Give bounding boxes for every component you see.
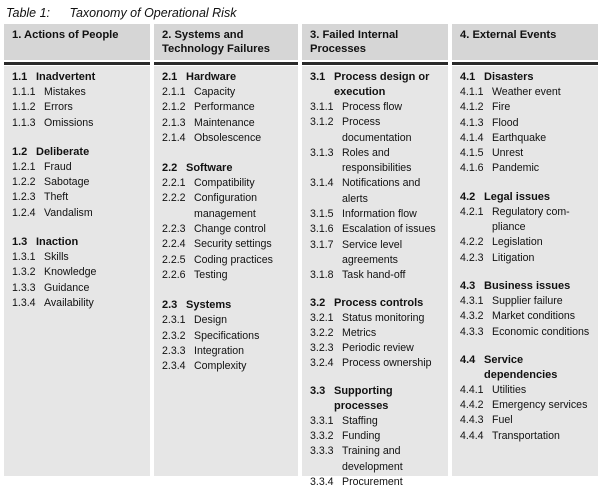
risk-item xyxy=(460,85,598,100)
risk-item xyxy=(162,176,298,191)
risk-item xyxy=(460,235,598,250)
risk-item xyxy=(460,161,598,176)
item-label: Weather event xyxy=(492,86,561,98)
item-label: Fraud xyxy=(44,160,72,173)
group-number: 3.2 xyxy=(310,296,326,309)
risk-item xyxy=(12,175,150,190)
risk-group xyxy=(310,70,448,284)
item-number: 1.2.2 xyxy=(12,176,36,189)
item-label: Errors xyxy=(44,101,73,114)
table-caption xyxy=(6,6,236,20)
item-number: 3.1.2 xyxy=(310,116,334,129)
group-label: Inaction xyxy=(36,236,79,249)
item-label: Configuration management xyxy=(194,192,258,220)
item-number: 4.1.5 xyxy=(460,147,484,160)
risk-group xyxy=(310,296,448,372)
item-number: 2.1.1 xyxy=(162,86,186,98)
group-label: Service dependencies xyxy=(484,353,558,381)
risk-item xyxy=(460,116,598,131)
item-number: 2.2.4 xyxy=(162,238,186,251)
item-label: Testing xyxy=(194,268,228,281)
column-header: 1. Actions of People xyxy=(4,24,150,60)
risk-item xyxy=(12,296,150,311)
risk-item xyxy=(162,237,298,252)
risk-item xyxy=(310,475,448,490)
item-label: Transportation xyxy=(492,429,560,442)
risk-item xyxy=(460,398,598,413)
item-label: Periodic review xyxy=(342,342,414,355)
item-number: 1.2.4 xyxy=(12,206,36,219)
item-label: Capacity xyxy=(194,86,236,98)
risk-item xyxy=(162,253,298,268)
item-label: Emergency services xyxy=(492,399,588,412)
group-number: 1.2 xyxy=(12,145,28,158)
item-label: Specifications xyxy=(194,329,260,342)
group-number: 4.4 xyxy=(460,353,476,366)
risk-item xyxy=(162,100,298,115)
risk-item xyxy=(460,429,598,444)
risk-item xyxy=(460,205,598,236)
item-label: Omissions xyxy=(44,116,94,129)
item-number: 4.2.3 xyxy=(460,251,484,264)
risk-group xyxy=(162,298,298,374)
risk-group xyxy=(460,353,598,444)
item-label: Supplier failure xyxy=(492,294,563,307)
column-body xyxy=(4,66,150,476)
item-label: Notifications and alerts xyxy=(342,177,421,205)
item-number: 1.1.2 xyxy=(12,101,36,114)
risk-item xyxy=(162,131,298,146)
item-label: Skills xyxy=(44,251,69,264)
group-number: 4.3 xyxy=(460,279,476,292)
risk-group xyxy=(12,70,150,131)
item-number: 2.2.1 xyxy=(162,177,186,190)
item-label: Integration xyxy=(194,344,245,357)
risk-item xyxy=(460,146,598,161)
item-label: Obsolescence xyxy=(194,131,262,144)
item-number: 3.1.5 xyxy=(310,208,334,221)
risk-item xyxy=(12,250,150,265)
risk-item xyxy=(12,206,150,221)
group-label: Legal issues xyxy=(484,190,551,203)
group-label: Inadvertent xyxy=(36,71,96,83)
item-number: 4.1.3 xyxy=(460,116,484,129)
item-number: 3.3.1 xyxy=(310,414,334,427)
group-title xyxy=(12,70,150,85)
risk-group xyxy=(460,279,598,340)
risk-group xyxy=(162,70,298,146)
item-number: 4.3.3 xyxy=(460,325,484,338)
item-label: Coding practices xyxy=(194,253,273,266)
item-label: Design xyxy=(194,314,227,327)
column-header: 4. External Events xyxy=(452,24,598,60)
risk-item xyxy=(460,131,598,146)
item-label: Flood xyxy=(492,116,519,129)
column-header: 3. Failed Internal Processes xyxy=(302,24,448,60)
risk-item xyxy=(310,414,448,429)
item-label: Guidance xyxy=(44,281,90,294)
group-title xyxy=(12,235,150,250)
group-title xyxy=(460,279,598,294)
risk-item xyxy=(310,356,448,371)
risk-item xyxy=(310,146,448,177)
header-rule xyxy=(302,62,448,65)
item-label: Sabotage xyxy=(44,176,90,189)
group-title xyxy=(310,384,448,414)
item-label: Process flow xyxy=(342,101,403,113)
group-title xyxy=(460,70,598,85)
item-number: 1.3.4 xyxy=(12,296,36,309)
item-label: Litigation xyxy=(492,251,535,264)
risk-item xyxy=(310,268,448,283)
item-number: 2.2.2 xyxy=(162,192,186,205)
risk-item xyxy=(12,116,150,131)
group-number: 2.1 xyxy=(162,71,178,83)
item-label: Pandemic xyxy=(492,162,540,175)
risk-item xyxy=(12,85,150,100)
group-title xyxy=(310,70,448,100)
risk-item xyxy=(310,326,448,341)
item-label: Knowledge xyxy=(44,266,97,279)
item-label: Status monitoring xyxy=(342,311,425,324)
item-number: 1.2.3 xyxy=(12,191,36,204)
item-number: 4.4.4 xyxy=(460,429,484,442)
group-label: Disasters xyxy=(484,71,534,83)
item-number: 3.2.3 xyxy=(310,342,334,355)
risk-group xyxy=(460,70,598,177)
group-number: 3.3 xyxy=(310,384,326,397)
risk-item xyxy=(310,444,448,475)
group-label: Supporting processes xyxy=(334,384,393,412)
risk-item xyxy=(310,222,448,237)
risk-group xyxy=(12,235,150,311)
risk-item xyxy=(310,429,448,444)
item-number: 2.3.2 xyxy=(162,329,186,342)
item-number: 1.2.1 xyxy=(12,160,36,173)
group-title xyxy=(162,298,298,313)
taxonomy-table xyxy=(4,24,598,488)
item-number: 3.1.3 xyxy=(310,146,334,159)
item-label: Information flow xyxy=(342,208,417,221)
item-number: 3.2.4 xyxy=(310,357,334,370)
risk-item xyxy=(162,85,298,100)
item-number: 4.1.2 xyxy=(460,101,484,114)
item-number: 1.3.2 xyxy=(12,266,36,279)
risk-item xyxy=(162,268,298,283)
item-label: Regulatory com-pliance xyxy=(492,205,570,234)
column-body xyxy=(154,66,298,476)
item-label: Staffing xyxy=(342,414,378,427)
risk-item xyxy=(162,359,298,374)
header-rule xyxy=(452,62,598,65)
item-label: Earthquake xyxy=(492,131,547,144)
item-number: 3.1.6 xyxy=(310,223,334,236)
risk-item xyxy=(310,115,448,146)
risk-item xyxy=(310,238,448,269)
group-number: 3.1 xyxy=(310,71,326,83)
item-number: 3.1.7 xyxy=(310,238,334,251)
risk-item xyxy=(460,309,598,324)
item-number: 1.1.3 xyxy=(12,116,36,129)
item-label: Funding xyxy=(342,430,381,443)
risk-item xyxy=(460,383,598,398)
item-label: Utilities xyxy=(492,383,527,396)
group-label: Deliberate xyxy=(36,145,90,158)
item-number: 3.3.4 xyxy=(310,475,334,488)
item-label: Change control xyxy=(194,223,266,236)
item-label: Escalation of issues xyxy=(342,223,436,236)
column-header: 2. Systems and Technology Failures xyxy=(154,24,298,60)
risk-item xyxy=(12,190,150,205)
item-label: Performance xyxy=(194,101,255,114)
item-label: Security settings xyxy=(194,238,272,251)
column-body xyxy=(302,66,448,488)
risk-item xyxy=(12,281,150,296)
item-number: 4.4.3 xyxy=(460,414,484,427)
item-number: 4.1.1 xyxy=(460,86,484,98)
item-number: 3.3.3 xyxy=(310,445,334,458)
risk-item xyxy=(310,176,448,207)
item-label: Unrest xyxy=(492,147,524,160)
risk-item xyxy=(12,160,150,175)
header-rule xyxy=(4,62,150,65)
risk-item xyxy=(310,311,448,326)
risk-item xyxy=(162,191,298,222)
item-number: 4.4.1 xyxy=(460,383,484,396)
item-number: 4.1.6 xyxy=(460,162,484,175)
risk-item xyxy=(162,329,298,344)
item-label: Service level agreements xyxy=(342,238,403,266)
item-number: 2.3.3 xyxy=(162,344,186,357)
item-label: Compatibility xyxy=(194,177,255,190)
risk-item xyxy=(12,265,150,280)
item-label: Maintenance xyxy=(194,116,255,129)
item-label: Vandalism xyxy=(44,206,93,219)
risk-item xyxy=(310,341,448,356)
group-title xyxy=(12,145,150,160)
item-number: 4.1.4 xyxy=(460,131,484,144)
risk-group xyxy=(12,145,150,221)
group-title xyxy=(460,353,598,383)
group-title xyxy=(162,70,298,85)
group-label: Systems xyxy=(186,299,232,312)
item-label: Legislation xyxy=(492,236,543,249)
item-label: Procurement xyxy=(342,475,403,488)
item-label: Roles and responsibilities xyxy=(342,146,412,175)
item-label: Fuel xyxy=(492,414,513,427)
item-number: 4.2.2 xyxy=(460,236,484,249)
group-title xyxy=(162,161,298,176)
item-number: 3.2.2 xyxy=(310,326,334,339)
column-systems-and-technology-failures xyxy=(154,24,298,480)
item-number: 2.2.3 xyxy=(162,223,186,236)
group-title xyxy=(310,296,448,311)
group-number: 2.2 xyxy=(162,162,178,175)
item-label: Economic conditions xyxy=(492,325,590,338)
item-number: 3.1.4 xyxy=(310,177,334,190)
item-label: Metrics xyxy=(342,326,377,339)
risk-item xyxy=(460,294,598,309)
item-label: Fire xyxy=(492,101,511,114)
risk-item xyxy=(12,100,150,115)
group-label: Business issues xyxy=(484,279,571,292)
risk-group xyxy=(310,384,448,490)
item-label: Training and development xyxy=(342,445,403,473)
item-label: Market conditions xyxy=(492,310,576,323)
item-label: Availability xyxy=(44,296,94,309)
group-label: Process controls xyxy=(334,296,424,309)
column-actions-of-people xyxy=(4,24,150,480)
column-failed-internal-processes xyxy=(302,24,448,488)
risk-item xyxy=(162,313,298,328)
item-number: 2.1.4 xyxy=(162,131,186,144)
group-label: Process design or execution xyxy=(334,71,430,98)
item-number: 3.1.1 xyxy=(310,101,334,113)
risk-item xyxy=(460,413,598,428)
group-label: Hardware xyxy=(186,71,237,83)
item-label: Task hand-off xyxy=(342,269,406,282)
item-number: 1.3.1 xyxy=(12,251,36,264)
item-number: 4.3.1 xyxy=(460,294,484,307)
risk-item xyxy=(460,100,598,115)
item-label: Process ownership xyxy=(342,357,432,370)
item-number: 3.2.1 xyxy=(310,311,334,324)
group-number: 2.3 xyxy=(162,299,178,312)
item-number: 2.3.1 xyxy=(162,314,186,327)
group-number: 4.1 xyxy=(460,71,476,83)
column-body xyxy=(452,66,598,476)
caption-label: Table 1: xyxy=(6,6,51,20)
item-label: Process documentation xyxy=(342,116,412,144)
item-number: 4.4.2 xyxy=(460,399,484,412)
risk-item xyxy=(162,344,298,359)
risk-group xyxy=(162,161,298,283)
risk-item xyxy=(162,116,298,131)
item-number: 2.3.4 xyxy=(162,360,186,373)
column-external-events xyxy=(452,24,598,480)
header-rule xyxy=(154,62,298,65)
item-number: 1.1.1 xyxy=(12,86,36,98)
item-number: 3.1.8 xyxy=(310,269,334,282)
item-number: 1.3.3 xyxy=(12,281,36,294)
item-label: Complexity xyxy=(194,360,247,373)
risk-item xyxy=(460,325,598,340)
risk-item xyxy=(310,207,448,222)
item-label: Mistakes xyxy=(44,86,86,98)
item-number: 2.1.3 xyxy=(162,116,186,129)
caption-title: Taxonomy of Operational Risk xyxy=(69,6,237,20)
group-number: 4.2 xyxy=(460,190,476,203)
risk-item xyxy=(460,251,598,266)
item-number: 4.3.2 xyxy=(460,310,484,323)
group-number: 1.1 xyxy=(12,71,28,83)
item-number: 3.3.2 xyxy=(310,430,334,443)
group-number: 1.3 xyxy=(12,236,28,249)
group-title xyxy=(460,190,598,205)
item-number: 2.2.5 xyxy=(162,253,186,266)
item-number: 2.2.6 xyxy=(162,268,186,281)
risk-item xyxy=(162,222,298,237)
risk-group xyxy=(460,190,598,266)
risk-item xyxy=(310,100,448,115)
item-label: Theft xyxy=(44,191,69,204)
item-number: 4.2.1 xyxy=(460,205,484,218)
group-label: Software xyxy=(186,162,233,175)
item-number: 2.1.2 xyxy=(162,101,186,114)
